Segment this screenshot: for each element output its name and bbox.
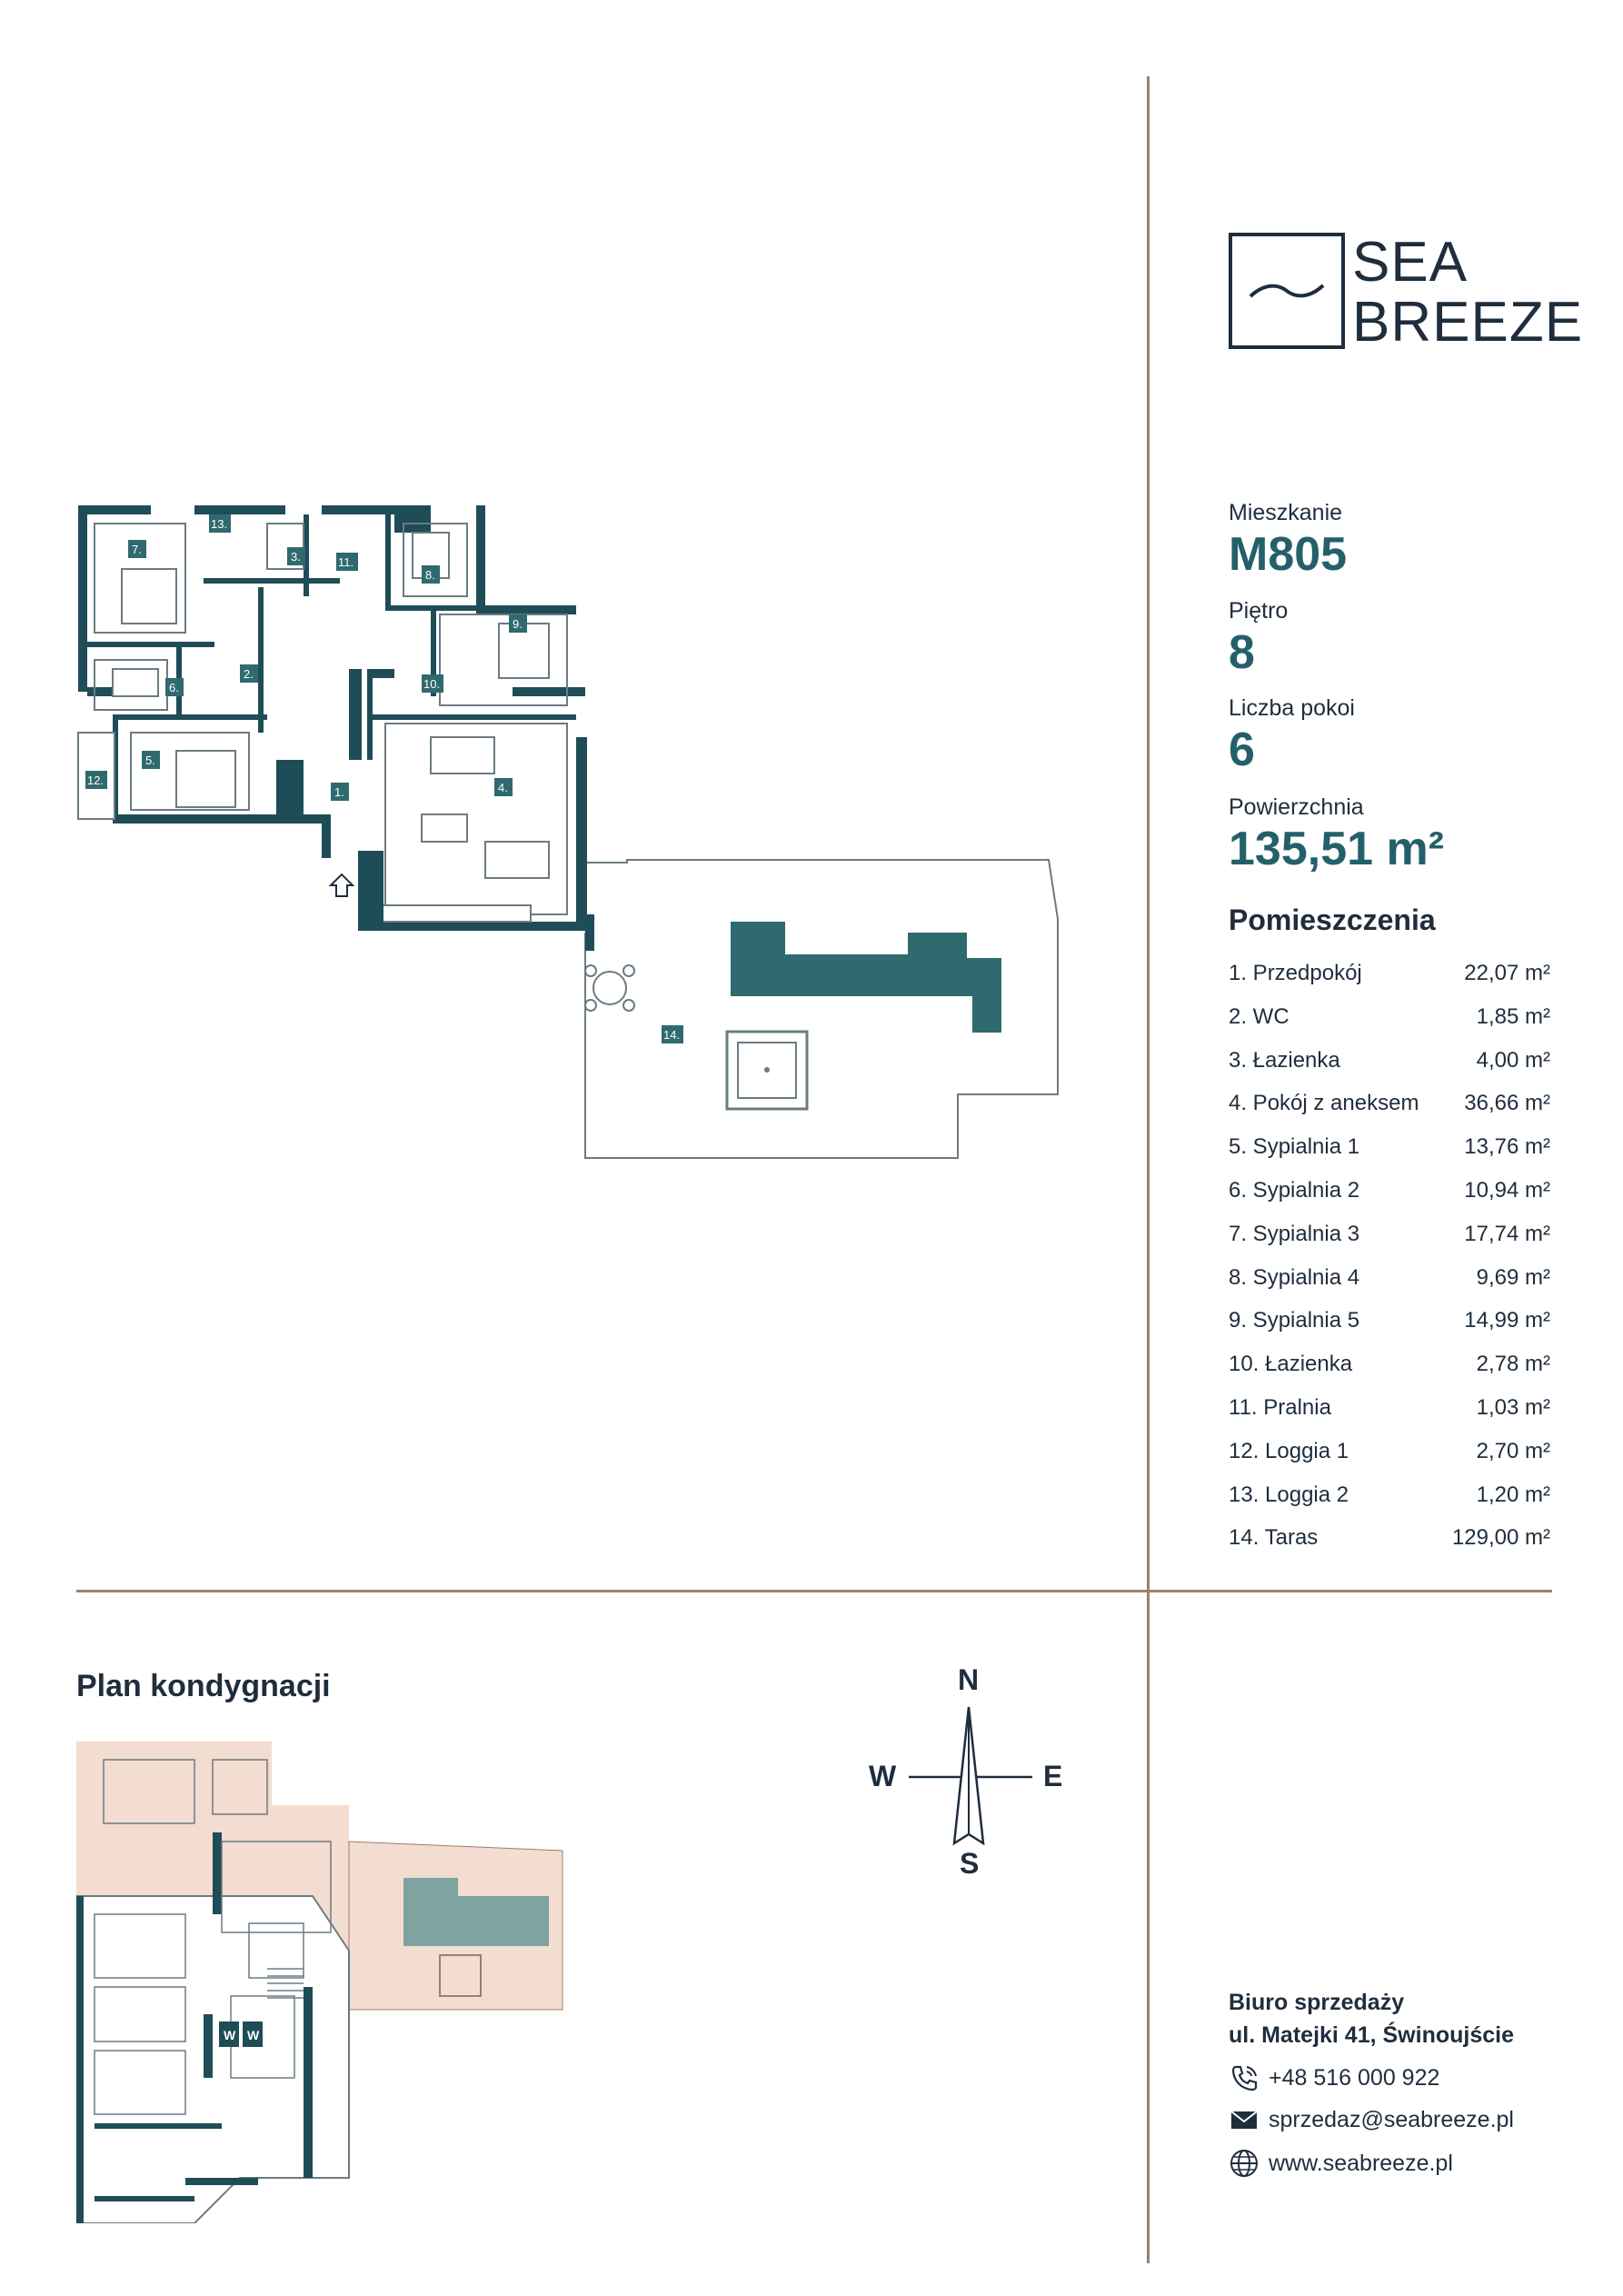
room-row [1229,1222,1550,1265]
website-link[interactable]: www.seabreeze.pl [1269,2150,1453,2176]
room-row [1229,961,1550,1004]
marker-12: 12. [87,774,105,787]
sales-office [1229,1986,1514,2052]
room-name: 10. Łazienka [1229,1352,1353,1377]
room-row [1229,1265,1550,1309]
room-area: 1,20 m² [1476,1482,1550,1507]
room-name: 3. Łazienka [1229,1047,1340,1073]
rooms-list [1229,961,1550,1569]
marker-8: 8. [425,568,435,582]
room-name: 6. Sypialnia 2 [1229,1177,1360,1203]
compass-west: W [869,1760,897,1792]
room-name: 12. Loggia 1 [1229,1438,1349,1463]
floor-plan-title: Plan kondygnacji [76,1669,331,1703]
wave-icon [1232,236,1341,345]
compass-east: E [1043,1760,1063,1792]
apartment-label: Mieszkanie [1229,500,1343,525]
room-area: 13,76 m² [1464,1134,1550,1160]
phone-number[interactable]: +48 516 000 922 [1269,2064,1440,2091]
floor-value: 8 [1229,626,1255,679]
contact-email[interactable] [1229,2104,1514,2135]
lift-label: W [247,2028,260,2042]
area-value: 135,51 m² [1229,823,1445,875]
room-area: 1,03 m² [1476,1394,1550,1420]
room-area: 2,70 m² [1476,1438,1550,1463]
logo-word-breeze: BREEZE [1352,291,1584,354]
room-name: 11. Pralnia [1229,1394,1331,1420]
marker-9: 9. [513,617,523,631]
room-area: 22,07 m² [1464,961,1550,985]
room-row [1229,1134,1550,1178]
rooms-count-label: Liczba pokoi [1229,695,1355,721]
apartment-value: M805 [1229,528,1348,581]
contact-web[interactable] [1229,2148,1453,2179]
marker-2: 2. [244,667,254,681]
vertical-divider [1147,76,1150,2263]
logo-mark [1229,233,1345,349]
logo-word-sea: SEA [1352,231,1469,294]
compass-south: S [960,1847,980,1880]
room-row [1229,1048,1550,1092]
room-name: 5. Sypialnia 1 [1229,1134,1360,1160]
marker-13: 13. [211,517,228,531]
room-row [1229,1178,1550,1222]
marker-10: 10. [423,677,441,691]
email-address[interactable]: sprzedaz@seabreeze.pl [1269,2106,1514,2132]
room-name: 1. Przedpokój [1229,961,1362,985]
room-name: 8. Sypialnia 4 [1229,1264,1360,1290]
room-row [1229,1004,1550,1048]
room-row [1229,1482,1550,1526]
room-row [1229,1395,1550,1439]
marker-7: 7. [132,543,142,556]
room-area: 4,00 m² [1476,1047,1550,1073]
envelope-icon [1229,2104,1260,2135]
room-area: 10,94 m² [1464,1177,1550,1203]
room-row [1229,1091,1550,1134]
globe-icon [1229,2148,1260,2179]
room-area: 9,69 m² [1476,1264,1550,1290]
lift-label: W [224,2028,236,2042]
room-area: 1,85 m² [1476,1003,1550,1029]
marker-5: 5. [145,754,155,767]
contact-phone[interactable] [1229,2062,1439,2093]
area-label: Powierzchnia [1229,794,1364,820]
sea-breeze-logo [1229,231,1584,354]
room-row [1229,1308,1550,1352]
phone-icon [1229,2062,1260,2093]
room-area: 129,00 m² [1451,1525,1550,1551]
marker-6: 6. [169,681,179,694]
room-name: 9. Sypialnia 5 [1229,1308,1360,1333]
compass-north: N [958,1663,980,1696]
marker-11: 11. [338,555,354,569]
horizontal-divider [76,1590,1552,1592]
room-name: 14. Taras [1229,1525,1319,1551]
rooms-count-value: 6 [1229,724,1255,776]
room-area: 17,74 m² [1464,1221,1550,1246]
room-row [1229,1525,1550,1569]
compass [869,1663,1069,1891]
marker-3: 3. [291,550,301,564]
room-area: 36,66 m² [1464,1091,1550,1116]
room-name: 4. Pokój z aneksem [1229,1091,1419,1116]
rooms-title: Pomieszczenia [1229,903,1436,936]
marker-14: 14. [663,1028,681,1042]
sales-office-address: ul. Matejki 41, Świnoujście [1229,2022,1514,2049]
room-area: 2,78 m² [1476,1352,1550,1377]
marker-1: 1. [334,785,344,799]
apartment-floor-plan [76,505,1076,1169]
room-name: 7. Sypialnia 3 [1229,1221,1360,1246]
room-name: 2. WC [1229,1003,1289,1029]
room-row [1229,1439,1550,1482]
room-row [1229,1352,1550,1395]
building-floor-plan [76,1742,576,2223]
floor-label: Piętro [1229,598,1289,624]
marker-4: 4. [498,781,508,794]
sales-office-title: Biuro sprzedaży [1229,1990,1405,2015]
room-area: 14,99 m² [1464,1308,1550,1333]
room-name: 13. Loggia 2 [1229,1482,1349,1507]
